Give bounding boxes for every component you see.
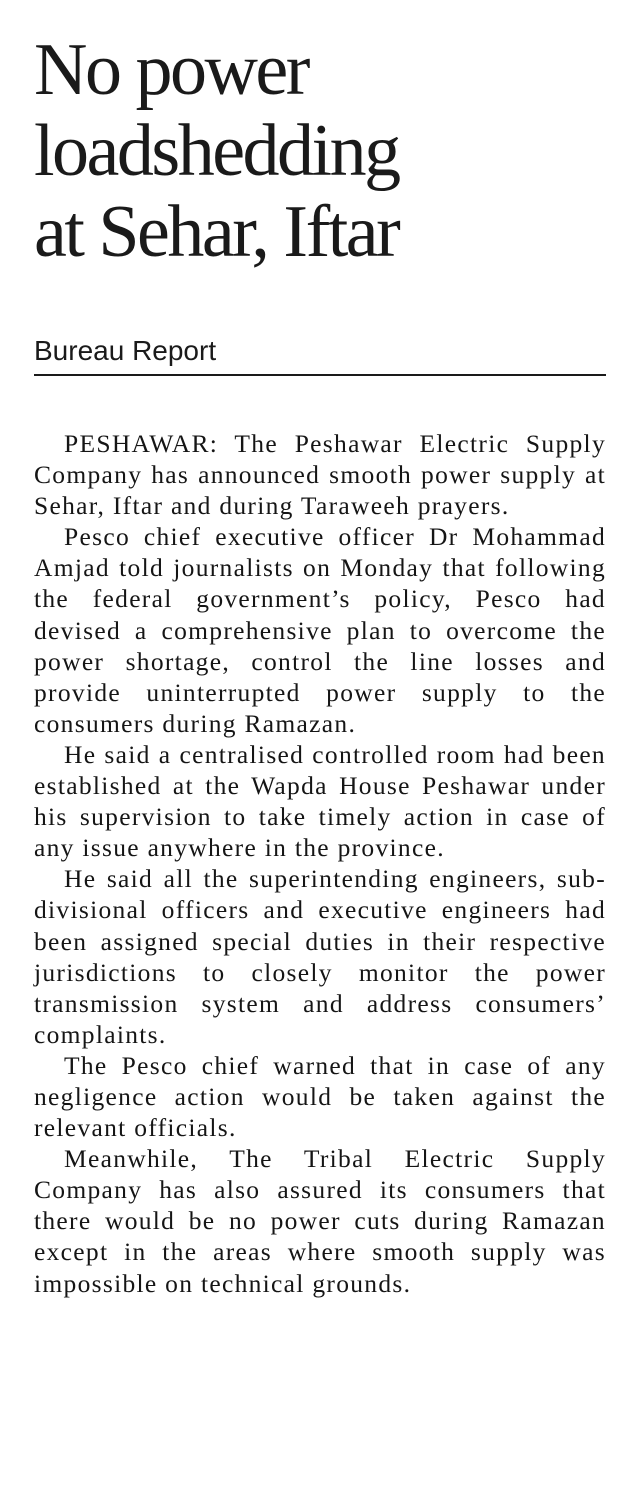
- headline: [34, 0, 606, 273]
- article-body: [34, 428, 606, 1299]
- paragraph: He said all the superintending engineers, sub-divisional officers and executive engineers had been assigned special duties in their respective jurisdictions to closely monitor the power transmission system and address consumers’ complaints.: [34, 864, 606, 1049]
- byline: Bureau Report: [34, 334, 606, 376]
- paragraph: Pesco chief executive officer Dr Mohammad Amjad told journalists on Monday that following the federal government’s policy, Pesco had devised a comprehensive plan to overcome the power shortage, control the line losses and provide uninterrupted power supply to the consumers during Ramazan.: [34, 522, 606, 738]
- article: [34, 0, 606, 1299]
- paragraph: PESHAWAR: The Peshawar Electric Supply Company has announced smooth power supply at Sehar, Iftar and during Taraweeh prayers.: [34, 429, 606, 521]
- headline-line-1: No power: [34, 29, 308, 111]
- paragraph: The Pesco chief warned that in case of any negligence action would be taken against the relevant officials.: [34, 1050, 606, 1143]
- paragraph: He said a centralised controlled room had been established at the Wapda House Peshawar under his supervision to take timely action in case of any issue anywhere in the province.: [34, 739, 606, 863]
- headline-line-2: loadshedding: [34, 110, 399, 192]
- paragraph: Meanwhile, The Tribal Electric Supply Company has also assured its consumers that there would be no power cuts during Ramazan except in the areas where smooth supply was impossible on technical grounds.: [34, 1144, 606, 1298]
- headline-line-3: at Sehar, Iftar: [34, 191, 399, 273]
